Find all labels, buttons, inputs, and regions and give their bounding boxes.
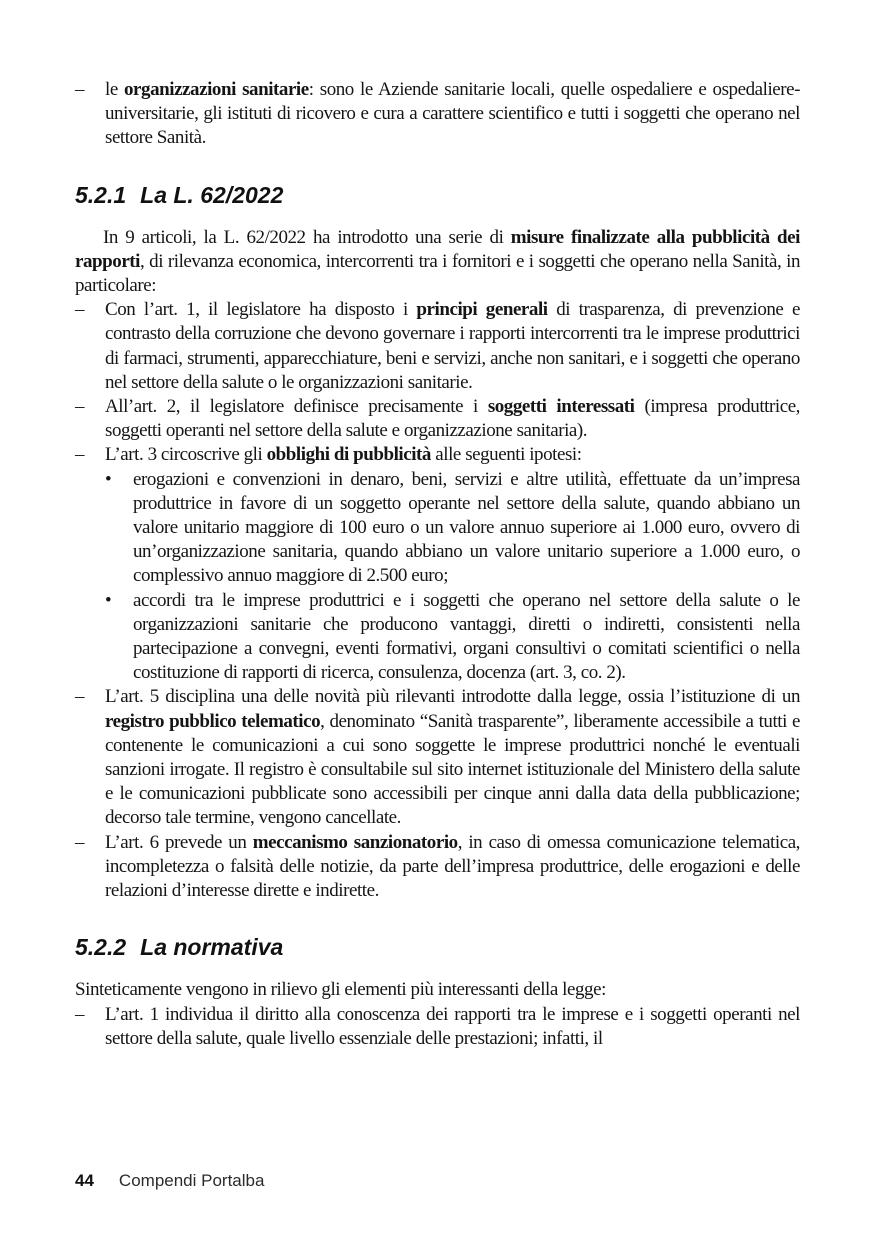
list-item-art-5 (75, 685, 800, 830)
list-item-art-3-lead: L’art. 3 circoscrive gli obblighi di pubblicità alle seguenti ipotesi: (105, 444, 582, 466)
list-item-text: le organizzazioni sanitarie: sono le Aziende sanitarie locali, quelle ospedaliere e ospedaliere-universitarie, gli istituti di ricovero e cura a carattere scientifico e tutti i soggetti che operano nel settore Sanità. (105, 79, 800, 149)
list-item-text: L’art. 6 prevede un meccanismo sanzionatorio, in caso di omessa comunicazione telematica, incompletezza o falsità delle notizie, da parte dell’impresa produttrice, delle erogazioni e delle relazioni d’interesse dirette e indirette. (105, 831, 800, 902)
list-item-text: Con l’art. 1, il legislatore ha disposto i principi generali di trasparenza, di prevenzione e contrasto della corruzione che devono governare i rapporti intercorrenti tra le imprese produttrici di farmaci, strumenti, apparecchiature, beni e servizi, anche non sanitari, e i soggetti che operano nel settore della salute o le organizzazioni sanitarie. (105, 299, 800, 393)
dash-marker: – (75, 686, 85, 708)
list-item-normativa-art-1 (75, 1003, 800, 1051)
page-footer (75, 1170, 264, 1192)
sub-list-item-accordi (105, 589, 800, 686)
section-title: La L. 62/2022 (140, 181, 284, 208)
dash-marker: – (75, 299, 85, 321)
dash-marker: – (75, 831, 85, 853)
list-item-art-6 (75, 831, 800, 904)
dash-marker: – (75, 1003, 85, 1025)
dash-marker: – (75, 79, 85, 100)
law-articles-list (75, 298, 800, 903)
section-number: 5.2.1 (75, 181, 127, 208)
sub-list-item-erogazioni (105, 468, 800, 589)
section-heading-522 (75, 934, 800, 960)
sub-list-item-text: erogazioni e convenzioni in denaro, beni, servizi e altre utilità, effettuate da un’impresa produttrice in favore di un soggetto operante nel settore della salute, quando abbiano un valore unitario maggiore di 100 euro o un valore annuo superiore ai 1.000 euro, ovvero di un’organizzazione sanitaria, quando abbiano un valore unitario superiore a 1.000 euro, o complessivo annuo maggiore di 2.500 euro; (133, 468, 800, 587)
bullet-marker: • (105, 468, 112, 490)
list-item-text: All’art. 2, il legislatore definisce precisamente i soggetti interessati (impresa produttrice, soggetti operanti nel settore della salute e organizzazione sanitaria). (105, 396, 800, 442)
paragraph-intro-521: In 9 articoli, la L. 62/2022 ha introdotto una serie di misure finalizzate alla pubblicità dei rapporti, di rilevanza economica, intercorrenti tra i fornitori e i soggetti che operano nella Sanità, in particolare: (75, 226, 800, 297)
sub-list-item-text: accordi tra le imprese produttrici e i soggetti che operano nel settore della salute o le organizzazioni sanitarie che producono vantaggi, diretti o indiretti, consistenti nella partecipazione a convegni, eventi formativi, organi consultivi o comitati scientifici o nella costituzione di rapporti di ricerca, consulenza, docenza (art. 3, co. 2). (133, 589, 800, 684)
section-title: La normativa (140, 934, 284, 961)
list-item-text (105, 443, 800, 685)
normativa-list (75, 1003, 800, 1051)
list-item-art-1 (75, 298, 800, 395)
list-item-text: L’art. 1 individua il diritto alla conoscenza dei rapporti tra le imprese e i soggetti operanti nel settore della salute, quale livello essenziale delle prestazioni; infatti, il (105, 1003, 800, 1049)
list-item-organizzazioni-sanitarie (75, 78, 800, 151)
paragraph-intro-522: Sinteticamente vengono in rilievo gli elementi più interessanti della legge: (75, 979, 606, 1001)
list-item-art-2 (75, 395, 800, 443)
section-number: 5.2.2 (75, 934, 127, 961)
list-item-art-3 (75, 443, 800, 685)
book-title: Compendi Portalba (118, 1171, 265, 1190)
list-item-text: L’art. 5 disciplina una delle novità più rilevanti introdotte dalla legge, ossia l’istituzione di un registro pubblico telematico, denominato “Sanità trasparente”, liberamente accessibile a tutti e contenente le comunicazioni a cui sono soggette le imprese produttrici nonché le eventuali sanzioni irrogate. Il registro è consultabile sul sito internet istituzionale del Ministero della salute e le comunicazioni pubblicate sono accessibili per cinque anni dalla data della pubblicazione; decorso tale termine, vengono cancellate. (105, 686, 800, 829)
section-heading-521 (75, 182, 800, 208)
page-number: 44 (75, 1171, 94, 1190)
dash-marker: – (75, 396, 85, 418)
bullet-marker: • (105, 589, 112, 611)
dash-marker: – (75, 444, 85, 466)
